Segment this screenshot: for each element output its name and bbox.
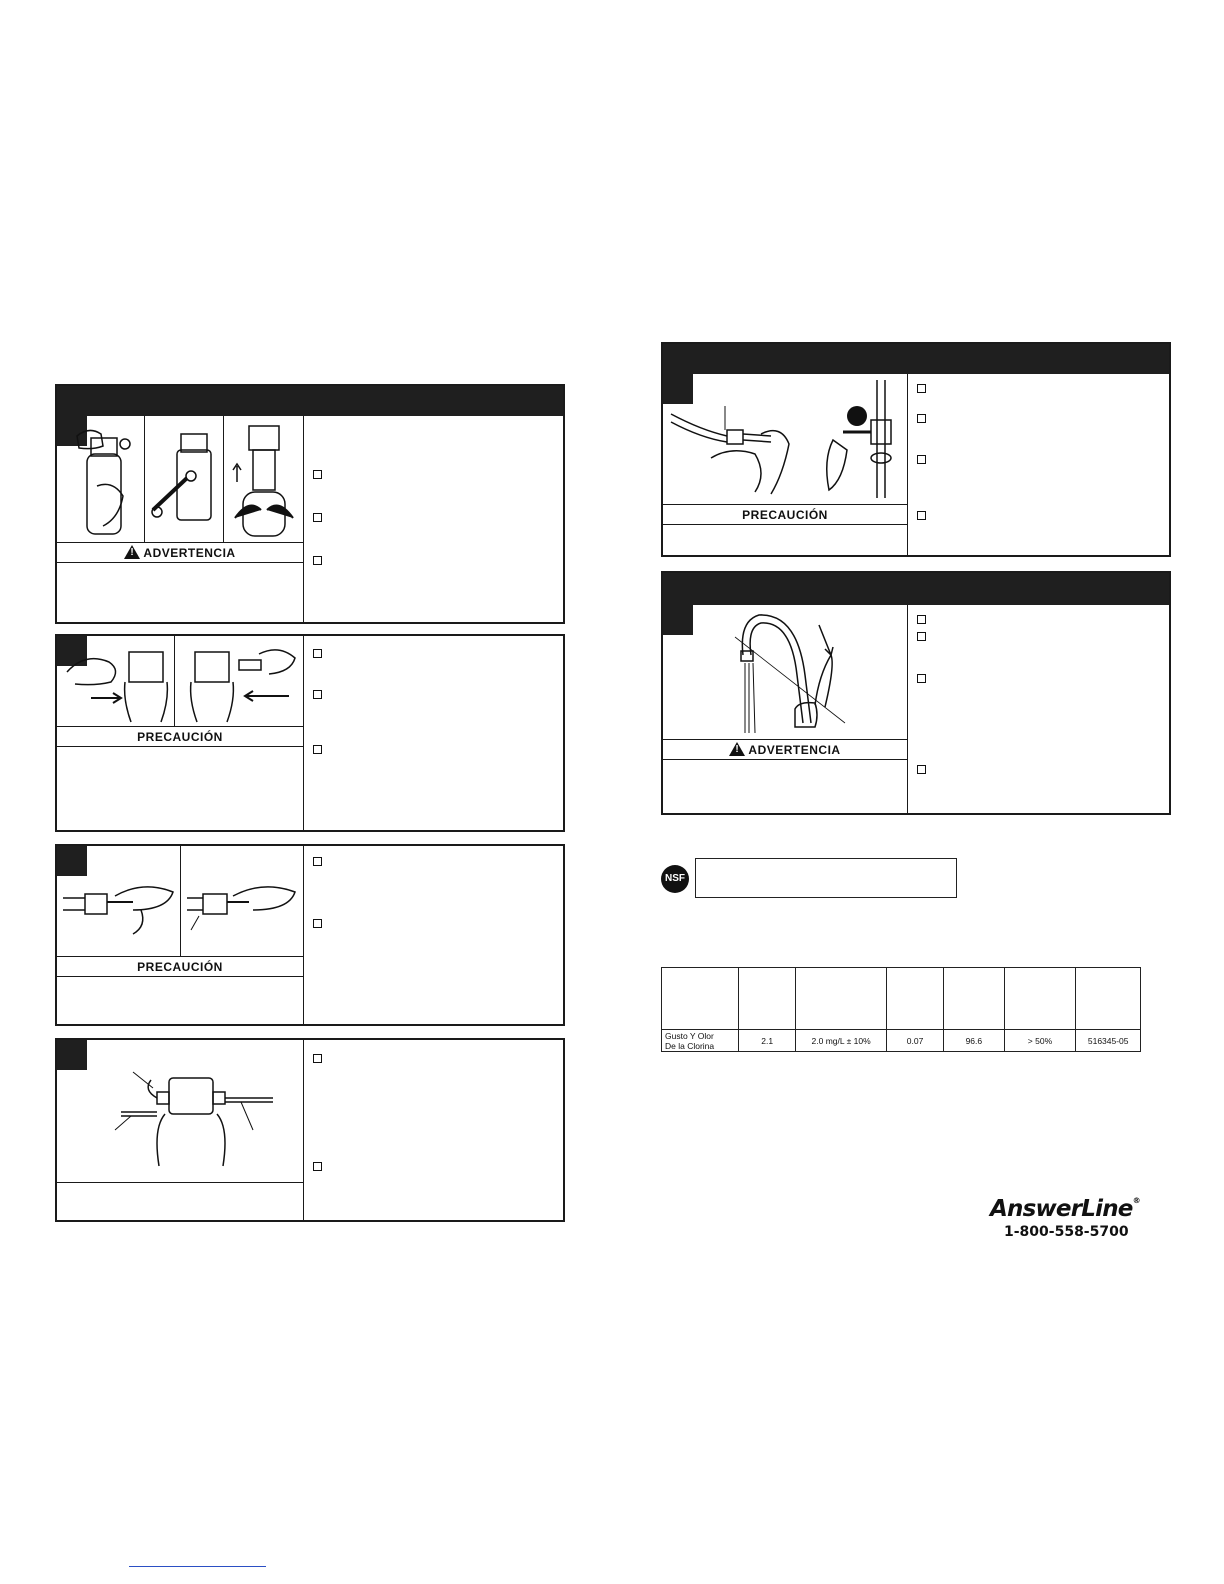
brand-name: AnswerLine® xyxy=(990,1196,1140,1222)
checklist-checkbox[interactable] xyxy=(917,414,926,423)
step-panel-insert-tubes xyxy=(55,844,565,1026)
step-panel-remove-cartridge xyxy=(55,384,565,624)
checklist-checkbox[interactable] xyxy=(313,919,322,928)
caution-label: PRECAUCIÓN xyxy=(742,508,828,522)
step-number-tab xyxy=(57,846,87,876)
step-panel-flush-faucet xyxy=(661,571,1171,815)
illustration-insert-tube-right xyxy=(187,876,299,936)
table-cell: 2.0 mg/L ± 10% xyxy=(796,1030,887,1052)
checklist-checkbox[interactable] xyxy=(313,1054,322,1063)
footer-link-underline[interactable] xyxy=(129,1566,266,1567)
table-row xyxy=(662,1030,1141,1052)
illustration-filter-head-connections xyxy=(113,1070,273,1166)
caution-label: PRECAUCIÓN xyxy=(137,960,223,974)
table-header-row xyxy=(662,968,1141,1030)
table-cell: 516345-05 xyxy=(1076,1030,1141,1052)
illustration-insert-tube-left xyxy=(63,876,177,936)
checklist-checkbox[interactable] xyxy=(917,615,926,624)
checklist-checkbox[interactable] xyxy=(917,511,926,520)
checklist-checkbox[interactable] xyxy=(917,765,926,774)
checklist-checkbox[interactable] xyxy=(313,513,322,522)
table-cell-contaminant: Gusto Y Olor De la Clorina xyxy=(662,1030,739,1052)
checklist-checkbox[interactable] xyxy=(917,632,926,641)
brand-phone: 1-800-558-5700 xyxy=(1004,1224,1129,1240)
nsf-logo: NSF xyxy=(661,865,689,893)
warning-triangle-icon xyxy=(729,742,745,756)
step-panel-supply-valve xyxy=(661,342,1171,557)
warning-triangle-icon xyxy=(124,545,140,559)
checklist-checkbox[interactable] xyxy=(313,857,322,866)
step-panel-connection-diagram xyxy=(55,1038,565,1222)
checklist-checkbox[interactable] xyxy=(313,1162,322,1171)
warning-label: !ADVERTENCIA xyxy=(663,742,907,757)
illustration-faucet-flowing xyxy=(735,615,845,735)
checklist-checkbox[interactable] xyxy=(917,455,926,464)
nsf-certification-box xyxy=(695,858,957,898)
illustration-hand-tube-connection xyxy=(671,384,791,494)
table-cell: 2.1 xyxy=(739,1030,796,1052)
illustration-hand-cartridge xyxy=(67,426,139,536)
answerline-logo xyxy=(990,1196,1140,1246)
table-cell: > 50% xyxy=(1004,1030,1076,1052)
step-number-tab xyxy=(663,605,693,635)
checklist-checkbox[interactable] xyxy=(917,674,926,683)
caution-label: PRECAUCIÓN xyxy=(137,730,223,744)
table-cell: 96.6 xyxy=(944,1030,1004,1052)
checklist-checkbox[interactable] xyxy=(313,649,322,658)
checklist-checkbox[interactable] xyxy=(313,556,322,565)
warning-label: !ADVERTENCIA xyxy=(57,545,303,560)
step-panel-disconnect-tubes xyxy=(55,634,565,832)
table-cell: 0.07 xyxy=(886,1030,943,1052)
panel-header-bar xyxy=(663,573,1169,605)
panel-header-bar xyxy=(57,386,563,416)
illustration-press-collet-left xyxy=(65,642,171,722)
panel-header-bar xyxy=(663,344,1169,374)
checklist-checkbox[interactable] xyxy=(917,384,926,393)
step-number-tab xyxy=(57,1040,87,1070)
checklist-checkbox[interactable] xyxy=(313,745,322,754)
illustration-press-collet-right xyxy=(179,642,299,722)
illustration-wrench-tee-valve xyxy=(813,380,903,498)
checklist-checkbox[interactable] xyxy=(313,690,322,699)
performance-data-table xyxy=(661,967,1141,1052)
checklist-checkbox[interactable] xyxy=(313,470,322,479)
illustration-twist-cartridge xyxy=(229,422,299,540)
illustration-wrench-cartridge xyxy=(149,426,219,536)
